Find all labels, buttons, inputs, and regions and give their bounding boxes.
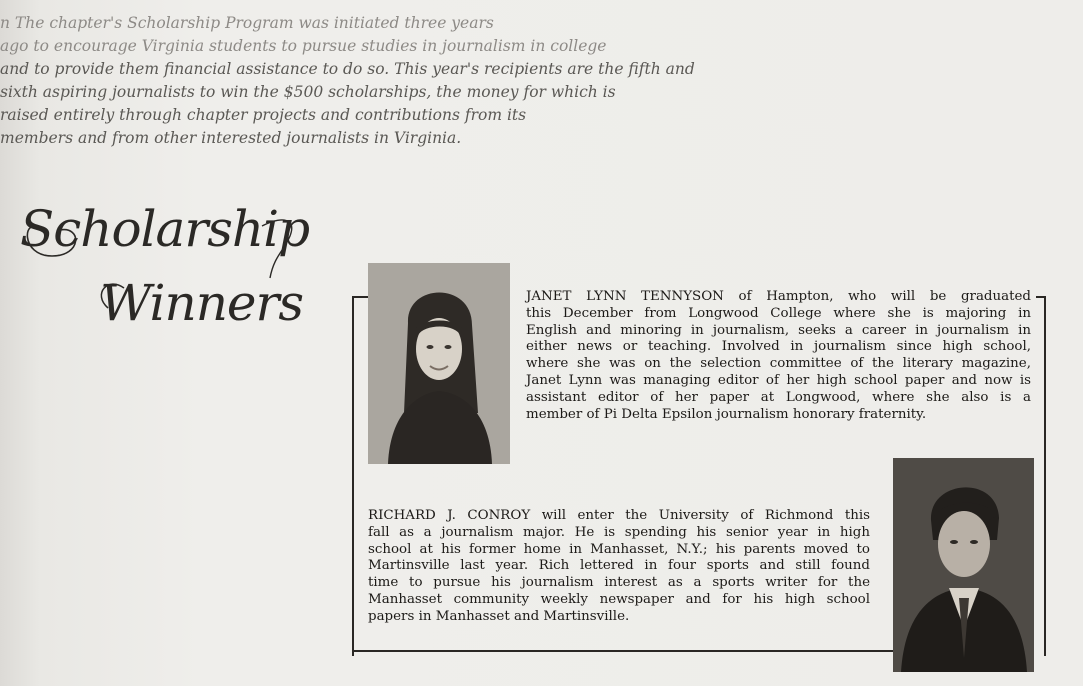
- portrait-woman: [368, 263, 510, 464]
- portrait-man: [893, 458, 1034, 672]
- intro-line: raised entirely through chapter projects and contributions from its: [0, 106, 527, 124]
- frame-rule: [1036, 296, 1044, 298]
- bio-line: English and minoring in journalism, seeks a career in journalism in: [526, 322, 1031, 338]
- intro-line: and to provide them financial assistance to do so. This year's recipients are the fifth and: [0, 60, 695, 78]
- bio-line: papers in Manhasset and Martinsville.: [368, 608, 630, 624]
- bio-line: Manhasset community weekly newspaper and for his high school: [368, 591, 870, 607]
- bio-line: Martinsville last year. Rich lettered in four sports and still found: [368, 558, 870, 574]
- intro-paragraph: [0, 12, 780, 150]
- heading-line-2: Winners: [100, 274, 304, 332]
- bio-line: fall as a journalism major. He is spending his senior year in high: [368, 524, 870, 540]
- winner-bio-richard: [368, 508, 870, 626]
- bio-line: member of Pi Delta Epsilon journalism honorary fraternity.: [526, 406, 927, 422]
- bio-line: JANET LYNN TENNYSON of Hampton, who will be graduated: [526, 289, 1031, 304]
- intro-line: ago to encourage Virginia students to pursue studies in journalism in college: [0, 37, 607, 55]
- intro-line: sixth aspiring journalists to win the $500 scholarships, the money for which is: [0, 83, 616, 101]
- bio-line: Janet Lynn was managing editor of her high school paper and now is: [526, 372, 1031, 388]
- bio-line: this December from Longwood College where she is majoring in: [526, 305, 1031, 321]
- richard-photo: [893, 458, 1034, 672]
- janet-photo: [368, 263, 510, 464]
- bio-line: time to pursue his journalism interest as a sports writer for the: [368, 575, 870, 591]
- bio-line: either news or teaching. Involved in journalism since high school,: [526, 339, 1031, 355]
- frame-rule: [352, 650, 907, 652]
- heading-line-1: Scholarship: [20, 200, 310, 258]
- intro-line: members and from other interested journalists in Virginia.: [0, 129, 462, 147]
- bio-line: RICHARD J. CONROY will enter the University of Richmond this: [368, 508, 870, 523]
- bio-line: where she was on the selection committee of the literary magazine,: [526, 356, 1031, 372]
- bio-line: assistant editor of her paper at Longwood, where she also is a: [526, 389, 1031, 405]
- intro-line: n The chapter's Scholarship Program was initiated three years: [0, 14, 494, 32]
- section-heading: [12, 196, 332, 356]
- bio-line: school at his former home in Manhasset, N.Y.; his parents moved to: [368, 541, 870, 557]
- winner-bio-janet: [526, 289, 1031, 423]
